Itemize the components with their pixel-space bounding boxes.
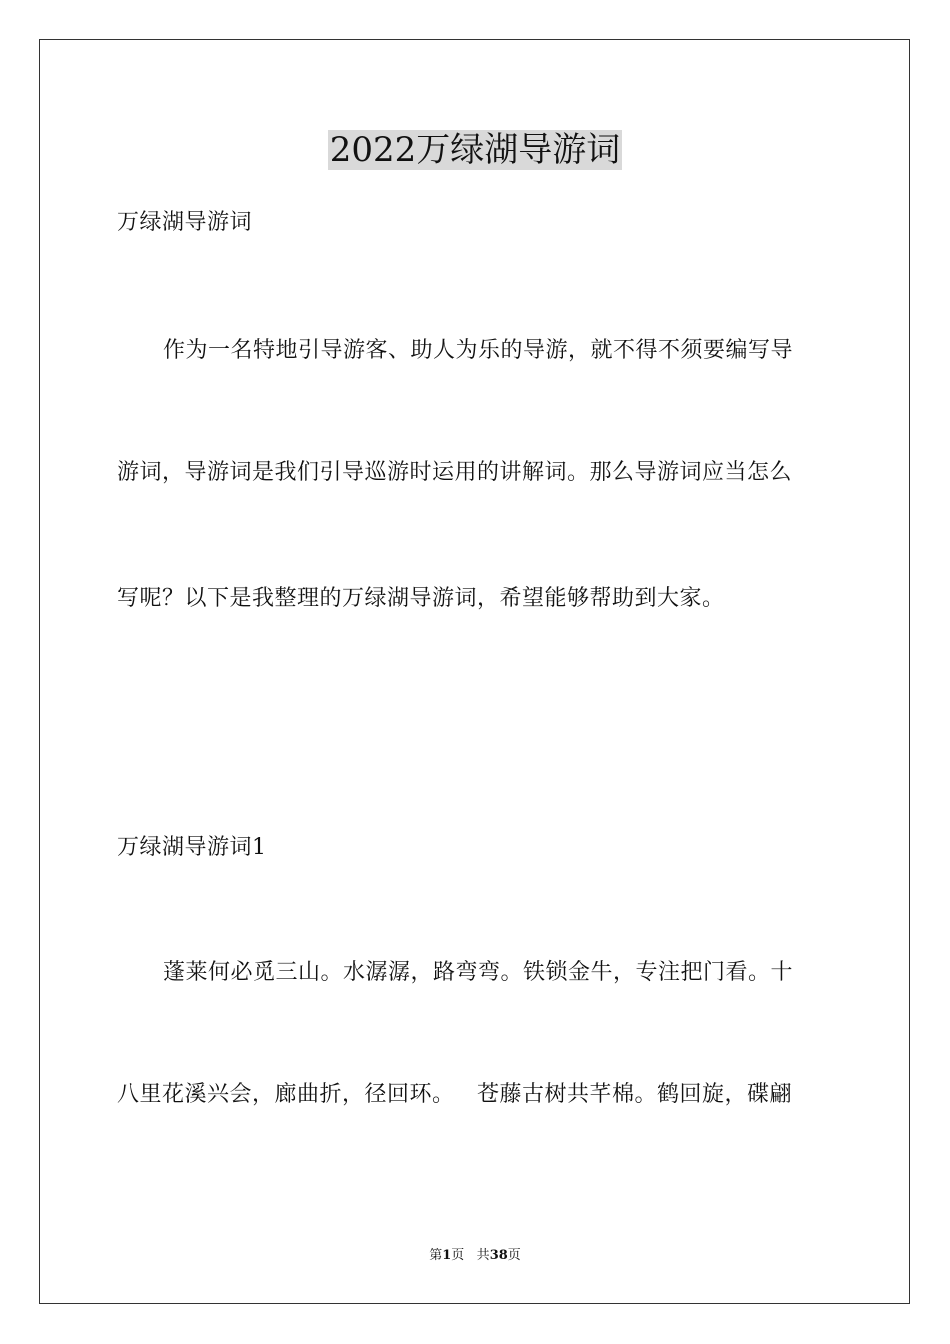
intro-line-3: 写呢？以下是我整理的万绿湖导游词，希望能够帮助到大家。 [117, 586, 725, 611]
section-heading: 万绿湖导游词1 [117, 835, 267, 860]
document-subtitle: 万绿湖导游词 [117, 210, 253, 235]
intro-line-1: 作为一名特地引导游客、助人为乐的导游，就不得不须要编写导 [163, 338, 794, 363]
footer-page-suffix: 页 [451, 1248, 465, 1263]
document-title-text: 2022万绿湖导游词 [329, 130, 621, 170]
footer-total-number: 38 [489, 1248, 508, 1263]
intro-line-2: 游词，导游词是我们引导巡游时运用的讲解词。那么导游词应当怎么 [117, 460, 793, 485]
document-title [0, 128, 950, 172]
section-line-2: 八里花溪兴会，廊曲折，径回环。 苍藤古树共芊棉。鹤回旋，碟翩 [117, 1082, 792, 1107]
footer-page-prefix: 第 [429, 1248, 443, 1263]
footer-total-suffix: 页 [507, 1248, 521, 1263]
footer-total-prefix: 共 [476, 1248, 490, 1263]
section-line-1: 蓬莱何必觅三山。水潺潺，路弯弯。铁锁金牛，专注把门看。十 [163, 960, 794, 985]
footer-page-number: 1 [442, 1248, 452, 1263]
page-footer [0, 1247, 950, 1265]
